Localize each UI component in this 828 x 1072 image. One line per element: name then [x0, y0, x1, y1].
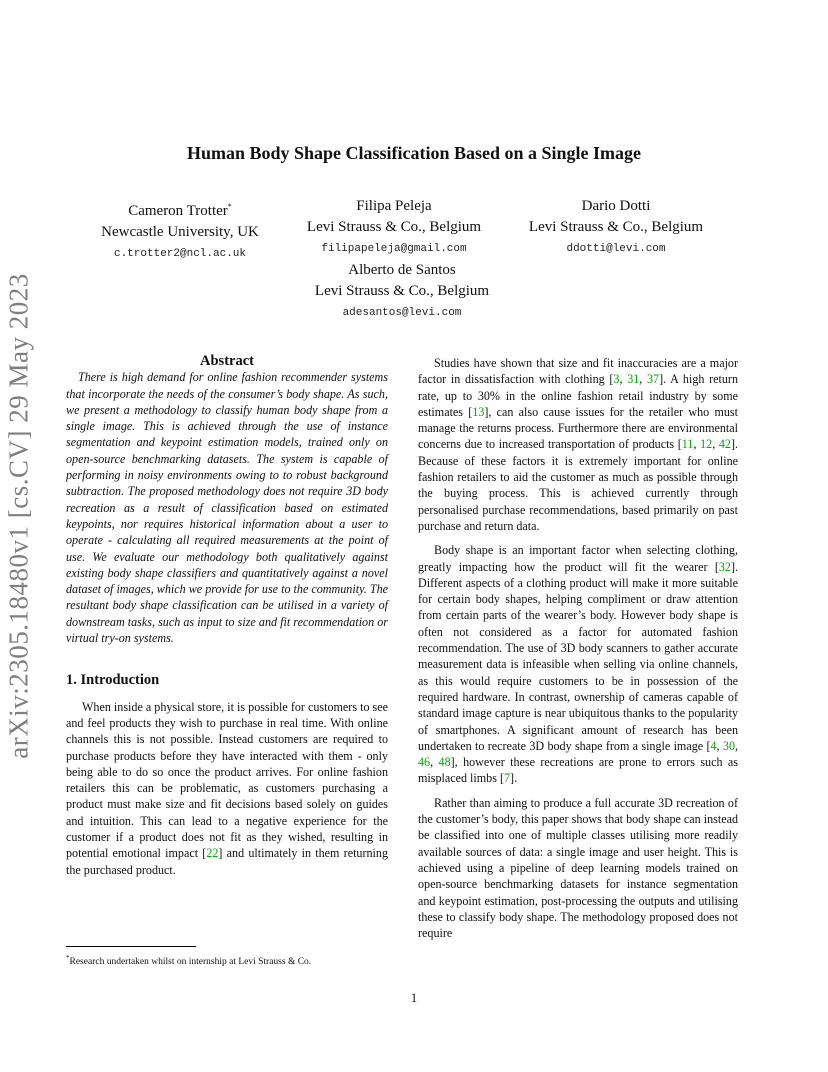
right-column [418, 355, 738, 941]
author-block [501, 196, 731, 258]
footnote-rule [66, 946, 196, 947]
citation-link[interactable]: 3 [613, 372, 620, 387]
citation-link[interactable]: 4 [710, 738, 717, 753]
citation-link[interactable]: 22 [206, 846, 219, 861]
author-name: Alberto de Santos [348, 262, 456, 278]
author-affiliation: Levi Strauss & Co., Belgium [528, 219, 704, 235]
author-affiliation: Levi Strauss & Co., Belgium [314, 283, 490, 299]
citation-link[interactable]: 48 [438, 755, 451, 770]
abstract-heading: Abstract [200, 353, 254, 369]
citation-link[interactable]: 42 [718, 437, 731, 452]
author-name: Filipa Peleja [356, 198, 432, 214]
body-paragraph: Body shape is an important factor when selecting clothing, greatly impacting how the product will fit the wearer [32]. Different aspects of a clothing product will make it more suitable for certain body shapes, helping compliment or draw attention from certain parts of the wearer’s body. However body shape is often not considered as a factor for automated fashion recommendation. The use of 3D body scanners to gather accurate measurement data is infeasible when selling via online channels, as this would require customers to be in possession of the required hardware. In contrast, ownership of cameras capable of standard image capture is near ubiquitous thanks to the popularity of smartphones. A significant amount of research has been undertaken to recreate 3D body shape from a single image [4, 30, 46, 48], however these recreations are prone to errors such as misplaced limbs [7]. [418, 543, 739, 786]
citation-link[interactable]: 7 [504, 771, 511, 786]
author-block [287, 260, 517, 322]
citation-link[interactable]: 31 [627, 372, 640, 387]
citation-link[interactable]: 46 [418, 755, 431, 770]
citation-link[interactable]: 30 [722, 738, 735, 753]
citation-link[interactable]: 12 [700, 437, 713, 452]
arxiv-stamp-text: arXiv:2305.18480v1 [cs.CV] 29 May 2023 [3, 273, 34, 759]
intro-paragraph: When inside a physical store, it is possible for customers to see and feel products they wish to purchase in real time. With online channels this is not possible. Instead customers are required to purchase products before they have interacted with them - only being able to do so once the product arrives. For online fashion retailers this can be problematic, as customers purchasing a product must make size and fit decisions based solely on guides and intuition. This can lead to a negative experience for the customer if a product does not fit as they wished, resulting in potential emotional impact [22] and ultimately in them returning the purchased product. [66, 699, 389, 877]
author-email[interactable]: c.trotter2@ncl.ac.uk [113, 248, 247, 260]
footnote [66, 952, 406, 968]
author-affiliation: Newcastle University, UK [101, 224, 259, 240]
footnote-text: Research undertaken whilst on internship at Levi Strauss & Co. [69, 957, 312, 968]
body-paragraph: Rather than aiming to produce a full accurate 3D recreation of the customer’s body, this paper shows that body shape can instead be classified into one of multiple classes utilising more readily available sources of data: a single image and user height. This is achieved using a pipeline of deep learning models trained on open-source benchmarking datasets for instance segmentation and keypoint estimation, post-processing the outputs and utilising these to classify body shape. The methodology proposed does not require [418, 795, 738, 941]
author-block [65, 196, 295, 263]
author-email[interactable]: adesantos@levi.com [342, 307, 462, 319]
section-heading: 1. Introduction [66, 672, 160, 689]
paper-title: Human Body Shape Classification Based on a Single Image [186, 143, 642, 163]
author-affiliation: Levi Strauss & Co., Belgium [306, 219, 482, 235]
author-email[interactable]: filipapeleja@gmail.com [321, 243, 467, 255]
citation-link[interactable]: 11 [681, 437, 694, 452]
page-number: 1 [410, 991, 418, 1005]
author-email[interactable]: ddotti@levi.com [566, 243, 666, 255]
abstract-text: There is high demand for online fashion recommender systems that incorporate the needs of the consumer’s body shape. As such, we present a methodology to classify human body shape from a single image. This is achieved through the use of instance segmentation and keypoint estimation models, trained only on open-source benchmarking datasets. The system is capable of performing in noisy environments owing to to robust background subtraction. The proposed methodology does not require 3D body recreation as a result of classification based on estimated keypoints, nor requires historical information about a user to operate - calculating all required measurements at the point of use. We evaluate our methodology both qualitatively against existing body shape classifiers and quantitatively against a novel dataset of images, which we provide for use to the community. The resultant body shape classification can be utilised in a variety of downstream tasks, such as input to size and fit recommendation or virtual try-on systems. [66, 370, 388, 646]
author-name: Dario Dotti [581, 198, 651, 214]
citation-link[interactable]: 13 [472, 404, 485, 419]
left-column [66, 353, 388, 878]
citation-link[interactable]: 32 [718, 559, 731, 574]
author-mark: * [227, 202, 232, 211]
author-block [279, 196, 509, 258]
footnote-mark: * [66, 954, 70, 962]
citation-link[interactable]: 37 [647, 372, 660, 387]
author-name: Cameron Trotter [128, 203, 228, 219]
body-paragraph: Studies have shown that size and fit inaccuracies are a major factor in dissatisfaction with clothing [3, 31, 37]. A high return rate, up to 30% in the online fashion retail industry by some estimates [13], can also cause issues for the retailer who must manage the returns process. Furthermore there are environmental concerns due to increased transportation of products [11, 12, 42]. Because of these factors it is extremely important for online fashion retailers to aid the customer as much as possible through the buying process. This is achieved currently through personalised purchase recommendations, based primarily on past purchase and return data. [418, 356, 739, 533]
